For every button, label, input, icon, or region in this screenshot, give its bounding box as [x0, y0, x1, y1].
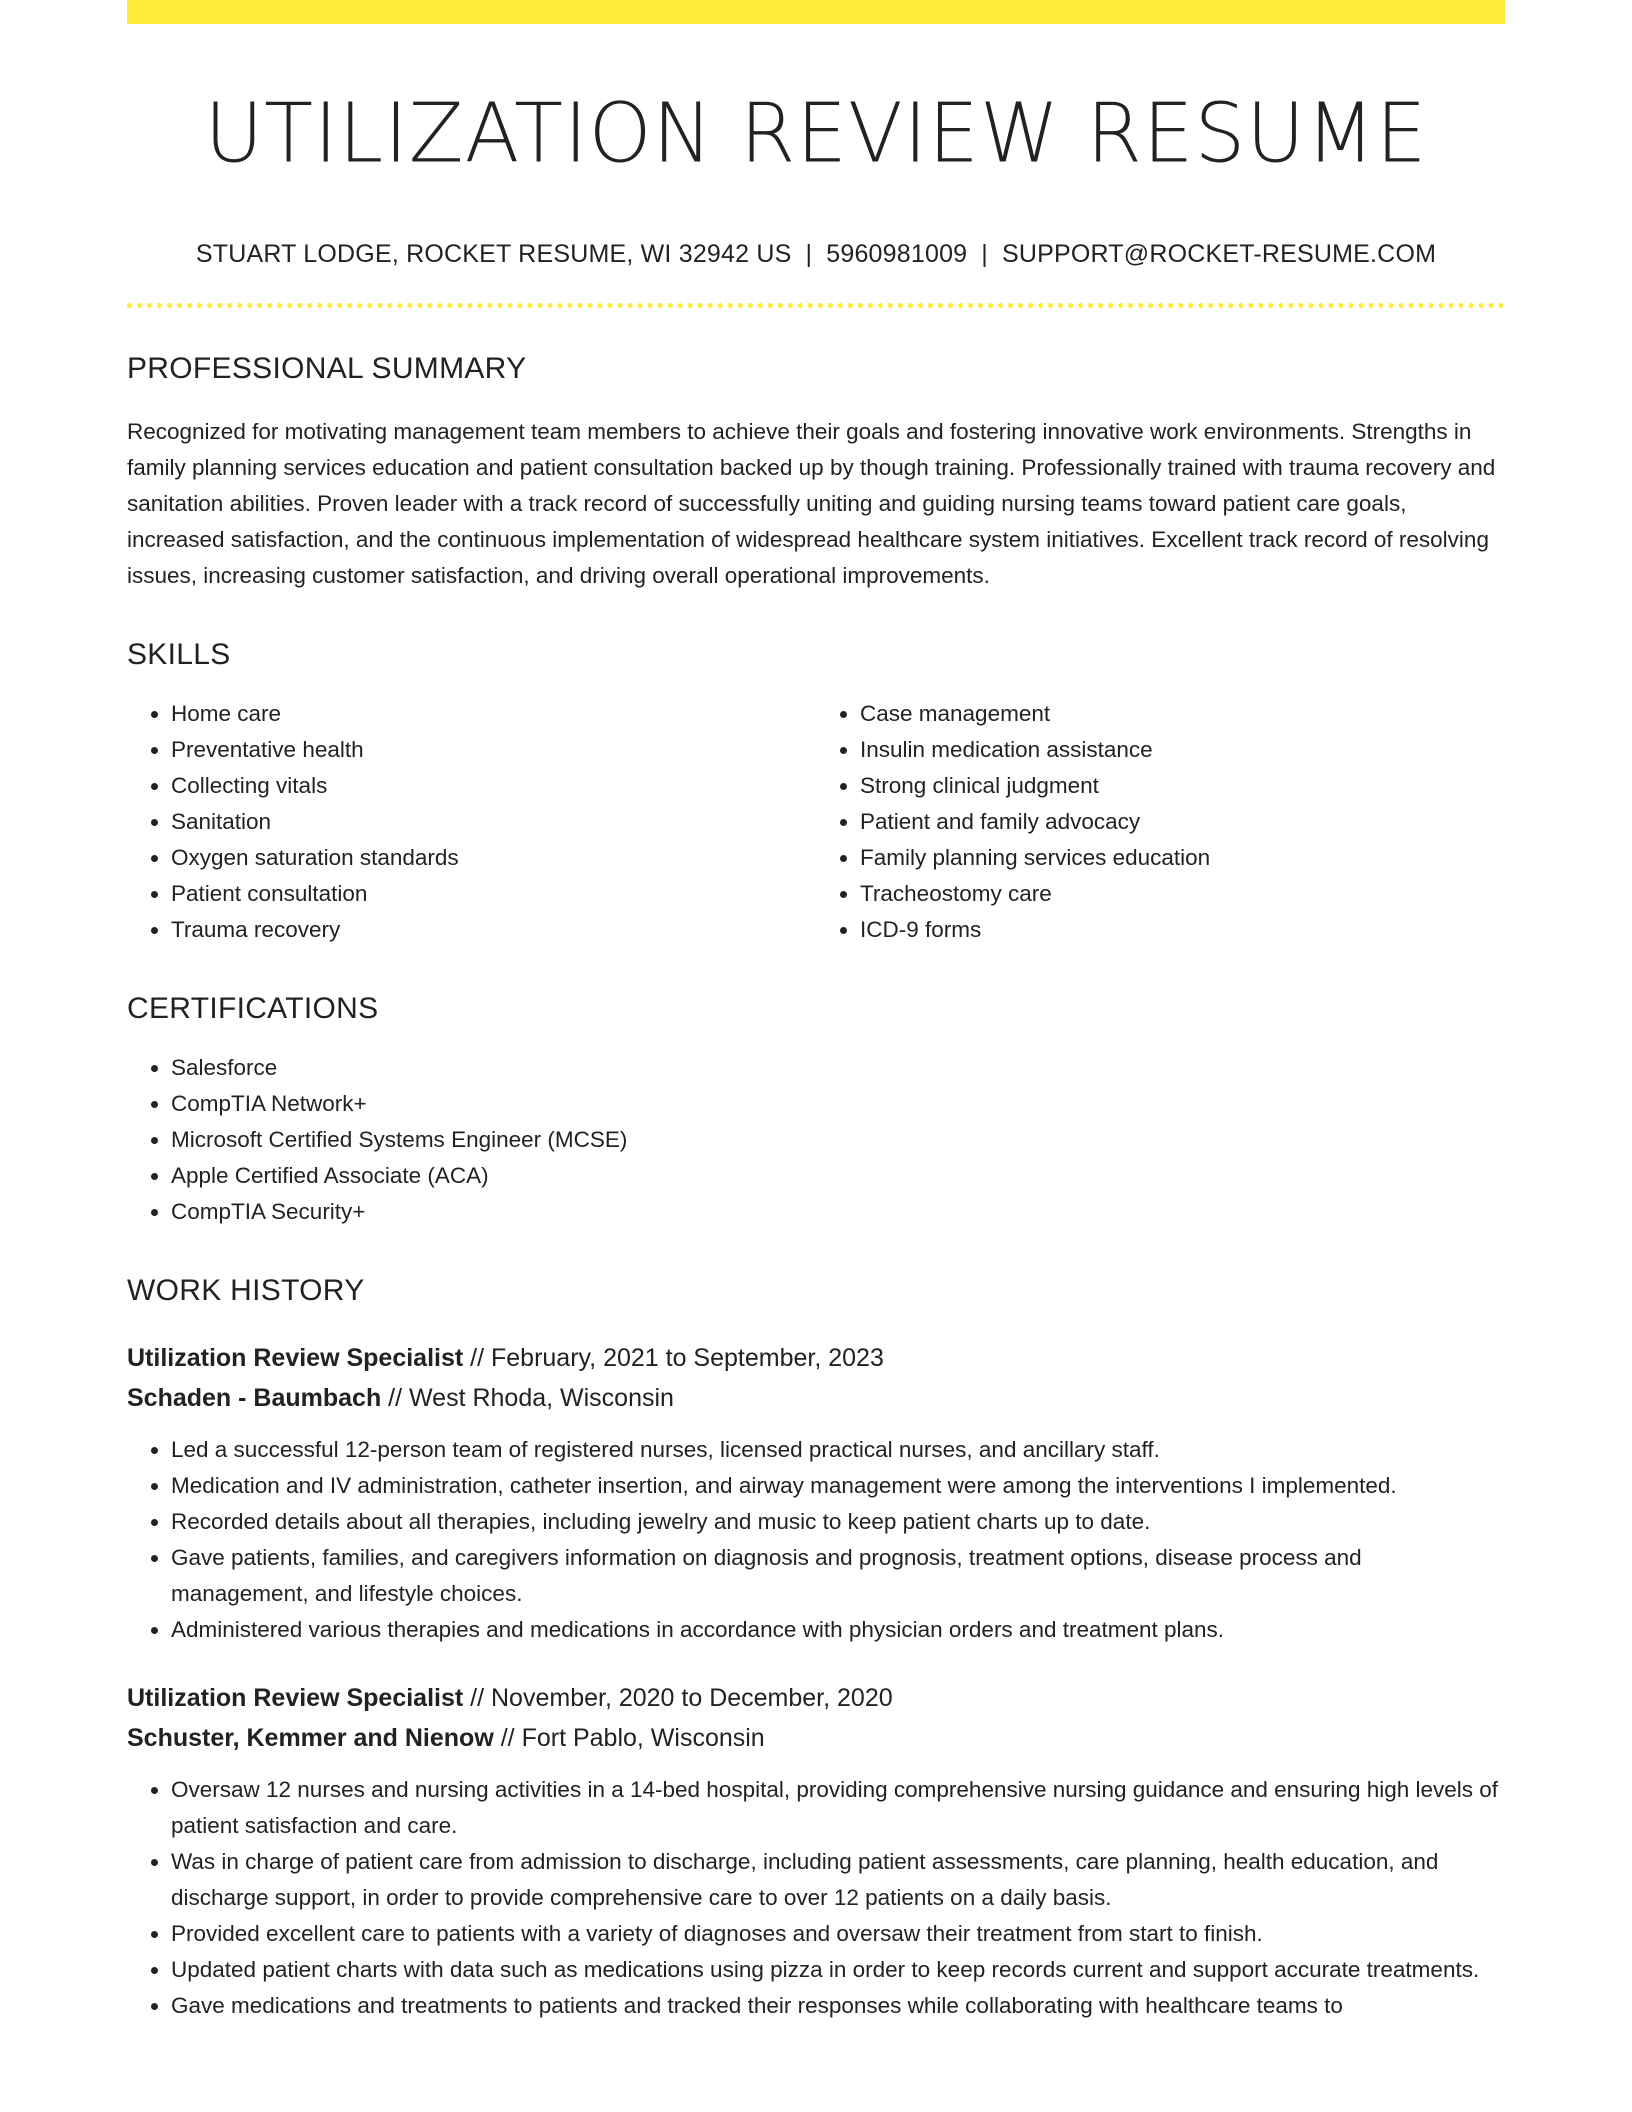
- section-heading-work-history: WORK HISTORY: [127, 1274, 365, 1307]
- skill-item: • Strong clinical judgment: [860, 768, 1505, 804]
- section-heading-certifications: CERTIFICATIONS: [127, 992, 379, 1025]
- skill-item: • Sanitation: [171, 804, 816, 840]
- skill-item: • Family planning services education: [860, 840, 1505, 876]
- job-bullet: • Provided excellent care to patients with a variety of diagnoses and oversaw their treatment from start to finish.: [171, 1916, 1505, 1952]
- skill-item: • Collecting vitals: [171, 768, 816, 804]
- section-heading-summary: PROFESSIONAL SUMMARY: [127, 352, 527, 385]
- job-bullet: • Led a successful 12-person team of registered nurses, licensed practical nurses, and ancillary staff.: [171, 1432, 1505, 1468]
- contact-separator: |: [981, 240, 988, 268]
- job-bullet: • Recorded details about all therapies, including jewelry and music to keep patient charts up to date.: [171, 1504, 1505, 1540]
- skills-columns: [127, 672, 1505, 948]
- job-title: Utilization Review Specialist: [127, 1344, 464, 1372]
- dotted-divider: [127, 303, 1505, 308]
- job-entry: [127, 1338, 1505, 1648]
- certification-item: • CompTIA Security+: [171, 1194, 1505, 1230]
- skills-list-right: [816, 696, 1505, 948]
- job-bullet: • Administered various therapies and medications in accordance with physician orders and treatment plans.: [171, 1612, 1505, 1648]
- contact-phone: 5960981009: [826, 240, 968, 268]
- skill-item: • Patient consultation: [171, 876, 816, 912]
- certification-item: • Apple Certified Associate (ACA): [171, 1158, 1505, 1194]
- certification-item: • Microsoft Certified Systems Engineer (MCSE): [171, 1122, 1505, 1158]
- certification-item: • CompTIA Network+: [171, 1086, 1505, 1122]
- job-company: Schaden - Baumbach: [127, 1384, 382, 1412]
- job-title-line: [127, 1678, 1505, 1718]
- skills-list-left: [127, 696, 816, 948]
- skill-item: • Patient and family advocacy: [860, 804, 1505, 840]
- job-location: // West Rhoda, Wisconsin: [381, 1384, 674, 1412]
- page-title: UTILIZATION REVIEW RESUME: [204, 86, 1428, 181]
- skill-item: • Trauma recovery: [171, 912, 816, 948]
- job-location: // Fort Pablo, Wisconsin: [493, 1724, 765, 1752]
- section-heading-skills: SKILLS: [127, 638, 231, 671]
- skill-item: • Tracheostomy care: [860, 876, 1505, 912]
- job-bullets: [127, 1432, 1505, 1648]
- job-dates: // February, 2021 to September, 2023: [463, 1344, 884, 1372]
- skill-item: • Case management: [860, 696, 1505, 732]
- job-bullet: • Medication and IV administration, catheter insertion, and airway management were among the interventions I implemented.: [171, 1468, 1505, 1504]
- skill-item: • Home care: [171, 696, 816, 732]
- contact-address: STUART LODGE, ROCKET RESUME, WI 32942 US: [195, 240, 792, 268]
- job-title-line: [127, 1338, 1505, 1378]
- job-bullet: • Gave medications and treatments to patients and tracked their responses while collaborating with healthcare teams to: [171, 1988, 1505, 2024]
- skill-item: • Preventative health: [171, 732, 816, 768]
- summary-text: Recognized for motivating management team members to achieve their goals and fostering innovative work environments. Strengths in family planning services education and patient consultation backed up by though training. Professionally trained with trauma recovery and sanitation abilities. Proven leader with a track record of successfully uniting and guiding nursing teams toward patient care goals, increased satisfaction, and the continuous implementation of widespread healthcare system initiatives. Excellent track record of resolving issues, increasing customer satisfaction, and driving overall operational improvements.: [127, 419, 1496, 588]
- certifications-list: [127, 1050, 1505, 1230]
- skill-item: • Oxygen saturation standards: [171, 840, 816, 876]
- job-dates: // November, 2020 to December, 2020: [463, 1684, 893, 1712]
- skill-item: • ICD-9 forms: [860, 912, 1505, 948]
- job-bullet: • Gave patients, families, and caregivers information on diagnosis and prognosis, treatment options, disease process and management, and lifestyle choices.: [171, 1540, 1505, 1612]
- contact-separator: |: [805, 240, 813, 268]
- job-entry: [127, 1678, 1505, 2024]
- job-bullet: • Was in charge of patient care from admission to discharge, including patient assessments, care planning, health education, and discharge support, in order to provide comprehensive care to over 12 patients on a daily basis.: [171, 1844, 1505, 1916]
- resume-page: [127, 0, 1505, 2024]
- job-company-line: [127, 1718, 1505, 1758]
- job-bullets: [127, 1772, 1505, 2024]
- certification-item: • Salesforce: [171, 1050, 1505, 1086]
- skill-item: • Insulin medication assistance: [860, 732, 1505, 768]
- job-company: Schuster, Kemmer and Nienow: [127, 1724, 494, 1752]
- contact-line: [127, 240, 1505, 269]
- job-company-line: [127, 1378, 1505, 1418]
- job-bullet: • Updated patient charts with data such as medications using pizza in order to keep records current and support accurate treatments.: [171, 1952, 1505, 1988]
- contact-email: SUPPORT@ROCKET-RESUME.COM: [1001, 240, 1437, 268]
- job-title: Utilization Review Specialist: [127, 1684, 464, 1712]
- job-bullet: • Oversaw 12 nurses and nursing activities in a 14-bed hospital, providing comprehensive nursing guidance and ensuring high levels of patient satisfaction and care.: [171, 1772, 1505, 1844]
- top-accent-bar: [127, 0, 1505, 24]
